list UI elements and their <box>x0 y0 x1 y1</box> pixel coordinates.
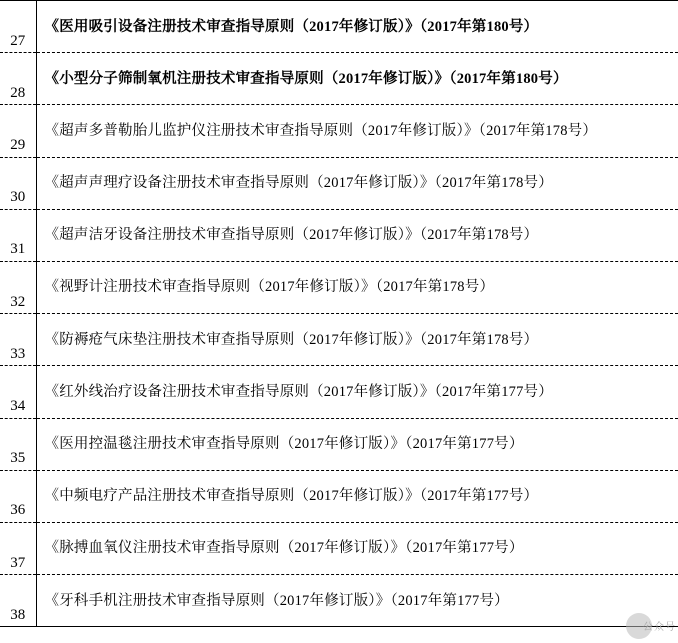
row-index-cell: 29 <box>0 105 36 157</box>
row-index-cell: 28 <box>0 53 36 105</box>
table-row <box>0 314 678 366</box>
row-index-cell: 32 <box>0 261 36 313</box>
row-title-cell <box>36 261 678 313</box>
row-index-cell: 36 <box>0 470 36 522</box>
row-title-text: 《红外线治疗设备注册技术审查指导原则（2017年修订版）》（2017年第177号） <box>44 383 553 400</box>
row-title-cell <box>36 105 678 157</box>
table-row <box>0 157 678 209</box>
table-row <box>0 522 678 574</box>
row-index-cell: 30 <box>0 157 36 209</box>
row-index-cell: 31 <box>0 209 36 261</box>
row-title-text: 《脉搏血氧仪注册技术审查指导原则（2017年修订版）》（2017年第177号） <box>44 540 524 557</box>
row-index-cell: 33 <box>0 314 36 366</box>
row-index-cell: 27 <box>0 1 36 53</box>
row-title-cell <box>36 157 678 209</box>
table-row <box>0 575 678 627</box>
row-title-text: 《视野计注册技术审查指导原则（2017年修订版）》（2017年第178号） <box>44 279 495 296</box>
row-title-text: 《中频电疗产品注册技术审查指导原则（2017年修订版）》（2017年第177号） <box>44 488 539 505</box>
row-title-text: 《医用控温毯注册技术审查指导原则（2017年修订版）》（2017年第177号） <box>44 436 524 453</box>
row-title-cell <box>36 314 678 366</box>
table-row <box>0 470 678 522</box>
table-row <box>0 53 678 105</box>
row-title-cell <box>36 575 678 627</box>
row-title-text: 《超声洁牙设备注册技术审查指导原则（2017年修订版）》（2017年第178号） <box>44 227 539 244</box>
row-title-cell <box>36 1 678 53</box>
row-title-cell <box>36 209 678 261</box>
row-title-cell <box>36 366 678 418</box>
row-index-cell: 35 <box>0 418 36 470</box>
table-body <box>0 1 678 627</box>
table-row <box>0 261 678 313</box>
row-title-text: 《医用吸引设备注册技术审查指导原则（2017年修订版）》（2017年第180号） <box>44 18 539 35</box>
table-row <box>0 366 678 418</box>
row-title-text: 《超声多普勒胎儿监护仪注册技术审查指导原则（2017年修订版）》（2017年第178号） <box>44 122 598 139</box>
row-title-cell <box>36 522 678 574</box>
row-index-cell: 34 <box>0 366 36 418</box>
row-title-text: 《防褥疮气床垫注册技术审查指导原则（2017年修订版）》（2017年第178号） <box>44 331 539 348</box>
watermark-text: 公众号 <box>643 622 676 633</box>
table-row <box>0 1 678 53</box>
row-index-cell: 37 <box>0 522 36 574</box>
table-row <box>0 418 678 470</box>
row-title-cell <box>36 53 678 105</box>
row-title-cell <box>36 470 678 522</box>
row-title-cell <box>36 418 678 470</box>
row-title-text: 《牙科手机注册技术审查指导原则（2017年修订版）》（2017年第177号） <box>44 592 509 609</box>
table-row <box>0 209 678 261</box>
row-index-cell: 38 <box>0 575 36 627</box>
table-row <box>0 105 678 157</box>
row-title-text: 《小型分子筛制氧机注册技术审查指导原则（2017年修订版）》（2017年第180号） <box>44 70 568 87</box>
row-title-text: 《超声声理疗设备注册技术审查指导原则（2017年修订版）》（2017年第178号） <box>44 175 553 192</box>
